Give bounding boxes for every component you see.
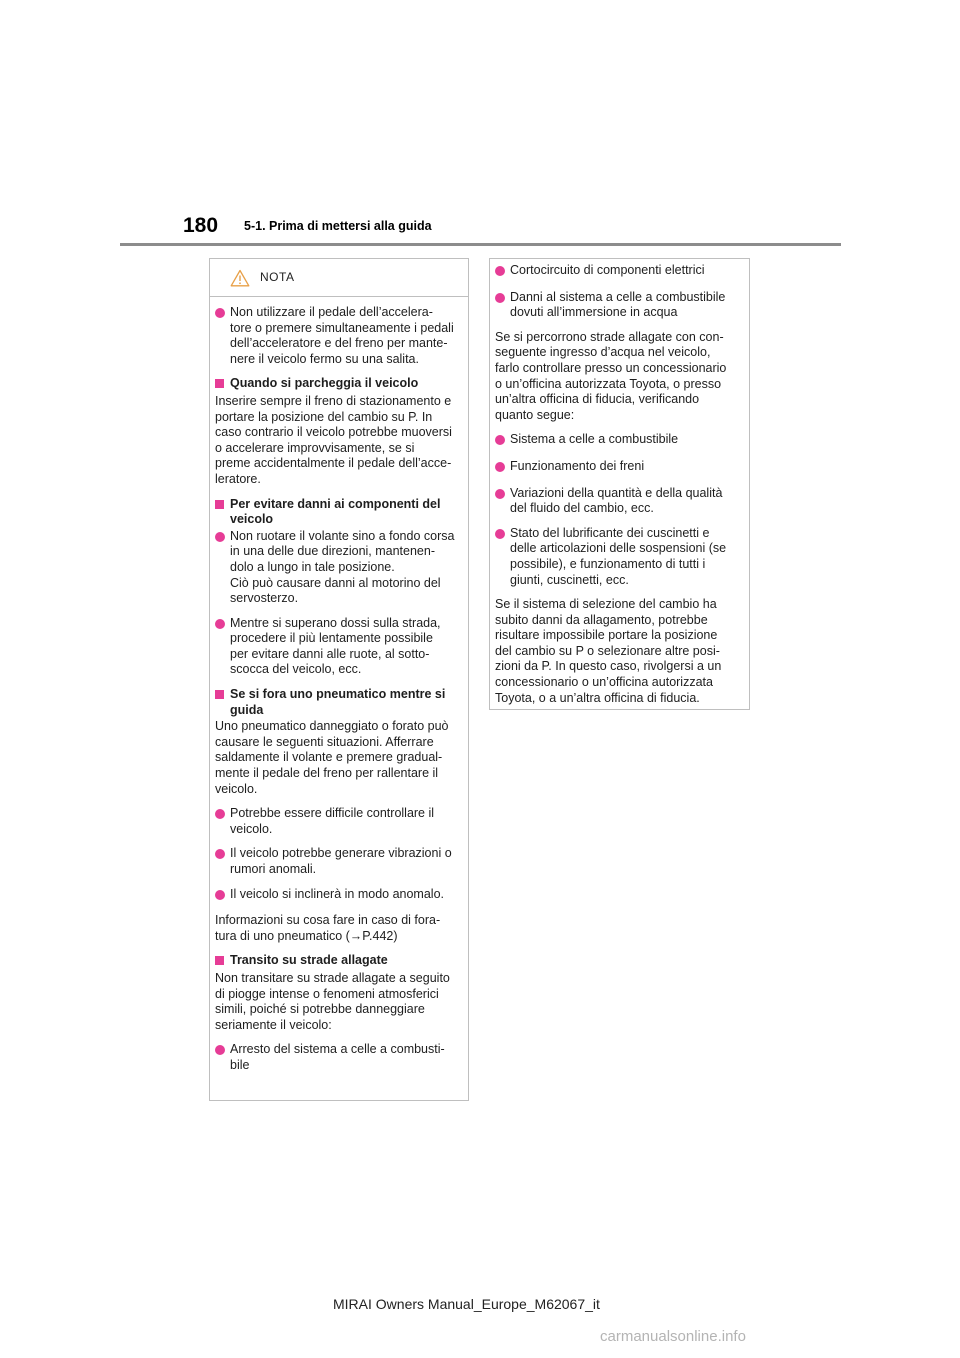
- list-item-text: Stato del lubrificante dei cuscinetti e delle articolazioni delle sospensioni (se possibile), e funzionamento di tutti i giunti, cuscinetti, ecc.: [510, 525, 727, 587]
- round-bullet-icon: [495, 435, 505, 445]
- list-item-text: Non utilizzare il pedale dell’accelera- tore o premere simultaneamente i pedali dell’acceleratore e del freno per mante- nere il veicolo fermo su una salita.: [230, 305, 454, 366]
- note-column-right: [495, 263, 741, 706]
- list-item-text: Potrebbe essere difficile controllare il veicolo.: [230, 806, 435, 836]
- list-item: [495, 432, 741, 450]
- round-bullet-icon: [495, 489, 505, 499]
- list-item: [495, 459, 741, 477]
- subheading-text: Transito su strade allagate: [230, 953, 388, 968]
- round-bullet-icon: [215, 849, 225, 859]
- list-item: [215, 1042, 460, 1073]
- list-item: [215, 529, 460, 607]
- list-item-text: Arresto del sistema a celle a combusti- bile: [230, 1042, 445, 1072]
- square-bullet-icon: [215, 379, 224, 388]
- section-title: 5-1. Prima di mettersi alla guida: [244, 219, 432, 233]
- round-bullet-icon: [495, 266, 505, 276]
- note-subheading: [215, 687, 460, 718]
- list-item-text: Sistema a celle a combustibile: [510, 432, 679, 447]
- note-divider: [210, 296, 468, 297]
- watermark: carmanualsonline.info: [600, 1328, 746, 1345]
- header-rule: [120, 243, 841, 246]
- warning-triangle-icon: [230, 269, 250, 287]
- subheading-text: Se si fora uno pneumatico mentre si guida: [230, 687, 446, 717]
- note-box-right: [489, 258, 750, 710]
- list-item-text: Mentre si superano dossi sulla strada, procedere il più lentamente possibile per evitare danni alle ruote, al sotto- scocca del veicolo, ecc.: [230, 615, 441, 677]
- list-item-text: Il veicolo potrebbe generare vibrazioni o rumori anomali.: [230, 846, 452, 876]
- list-item: [495, 290, 741, 321]
- round-bullet-icon: [495, 293, 505, 303]
- round-bullet-icon: [495, 462, 505, 472]
- subheading-text: Quando si parcheggia il veicolo: [230, 376, 419, 391]
- square-bullet-icon: [215, 690, 224, 699]
- note-paragraph: Inserire sempre il freno di stazionamento e portare la posizione del cambio su P. In caso contrario il veicolo potrebbe muoversi o accelerare improvvisamente, se si preme accidentalmente il pedale dell’acce- leratore.: [215, 393, 452, 486]
- list-item: [215, 846, 460, 877]
- note-paragraph: Non transitare su strade allagate a seguito di piogge intense o fenomeni atmosferici simili, poiché si potrebbe danneggiare seriamente il veicolo:: [215, 970, 450, 1032]
- note-label: NOTA: [260, 270, 295, 285]
- list-item: [215, 887, 460, 905]
- note-column-left: [215, 305, 460, 1074]
- page-header: [0, 0, 960, 250]
- note-paragraph: Se si percorrono strade allagate con con- seguente ingresso d’acqua nel veicolo, farlo controllare presso un concessionario o un’officina autorizzata Toyota, o presso un’altra officina di fiducia, verificando quanto segue:: [495, 329, 727, 422]
- note-subheading: [215, 953, 460, 970]
- list-item-text: Funzionamento dei freni: [510, 458, 645, 473]
- list-item-text: Danni al sistema a celle a combustibile dovuti all’immersione in acqua: [510, 289, 726, 320]
- note-box-left: [209, 258, 469, 1101]
- round-bullet-icon: [215, 308, 225, 318]
- note-header: [215, 263, 460, 293]
- round-bullet-icon: [215, 1045, 225, 1055]
- list-item: [215, 616, 460, 678]
- round-bullet-icon: [215, 619, 225, 629]
- square-bullet-icon: [215, 500, 224, 509]
- list-item-text: Il veicolo si inclinerà in modo anomalo.: [230, 886, 444, 901]
- page-number: 180: [183, 214, 219, 237]
- list-item-text: Non ruotare il volante sino a fondo corsa in una delle due direzioni, mantenen- dolo a lungo in tale posizione. Ciò può causare danni al motorino del servosterzo.: [230, 528, 455, 606]
- note-subheading: [215, 376, 460, 393]
- list-item: [495, 263, 741, 281]
- note-subheading: [215, 497, 460, 528]
- list-item-text: Variazioni della quantità e della qualità del fluido del cambio, ecc.: [510, 485, 723, 516]
- list-item: [215, 806, 460, 837]
- list-item: [495, 526, 741, 588]
- subheading-text: Per evitare danni ai componenti del veicolo: [230, 496, 441, 527]
- square-bullet-icon: [215, 956, 224, 965]
- note-paragraph: Uno pneumatico danneggiato o forato può causare le seguenti situazioni. Afferrare saldamente il volante e premere gradual- mente il pedale del freno per rallentare il veicolo.: [215, 719, 449, 796]
- list-item-text: Cortocircuito di componenti elettrici: [510, 263, 705, 277]
- list-item: [495, 486, 741, 517]
- note-paragraph: Se il sistema di selezione del cambio ha subito danni da allagamento, potrebbe risultare impossibile portare la posizione del cambio su P o selezionare altre posi- zioni da P. In questo caso, rivolgersi a un concessionario o un’officina autorizzata Toyota, o a un’altra officina di fiducia.: [495, 597, 722, 705]
- manual-footer: MIRAI Owners Manual_Europe_M62067_it: [333, 1296, 600, 1312]
- list-item: [215, 305, 460, 367]
- note-paragraph: Informazioni su cosa fare in caso di fora- tura di uno pneumatico (→P.442): [215, 913, 441, 943]
- round-bullet-icon: [215, 809, 225, 819]
- round-bullet-icon: [215, 890, 225, 900]
- round-bullet-icon: [215, 532, 225, 542]
- round-bullet-icon: [495, 529, 505, 539]
